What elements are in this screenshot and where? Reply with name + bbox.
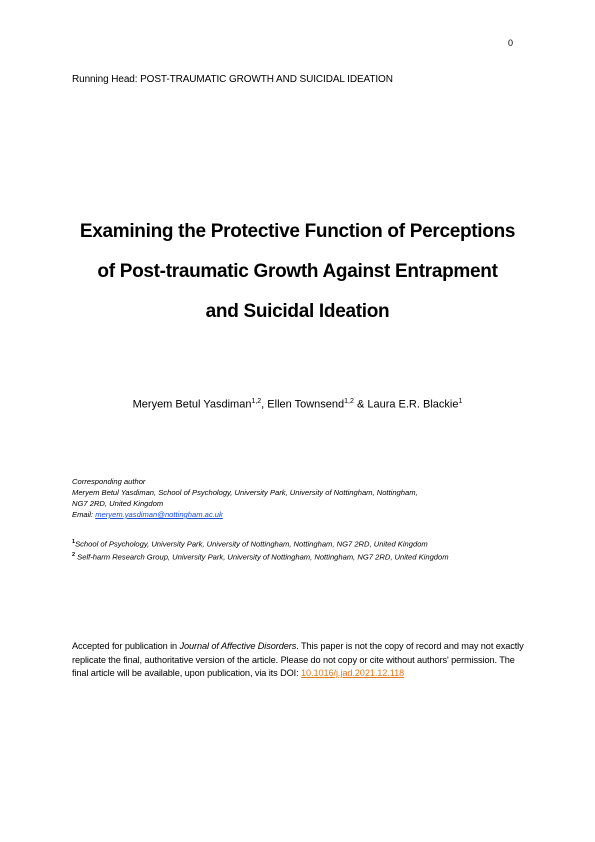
author-affiliation-mark: 1,2 [251, 398, 262, 405]
author-list [40, 398, 555, 411]
affiliation-text: School of Psychology, University Park, University of Nottingham, Nottingham, NG7 2RD, United Kingdom [75, 539, 428, 549]
corresponding-author-address: Meryem Betul Yasdiman, School of Psychology, University Park, University of Nottingham, Nottingham, [72, 488, 418, 497]
corresponding-author-block [72, 476, 532, 520]
title-line-3: and Suicidal Ideation [205, 301, 390, 322]
author-name: Ellen Townsend [267, 398, 345, 411]
corresponding-author-label: Corresponding author [72, 477, 146, 486]
affiliation-2 [72, 550, 532, 563]
author-separator: & [353, 398, 368, 411]
title-line-2: of Post-traumatic Growth Against Entrapment [97, 261, 498, 282]
email-link[interactable]: meryem.yasdiman@nottingham.ac.uk [95, 510, 223, 519]
affiliation-mark: 2 [72, 551, 76, 558]
affiliation-text: Self-harm Research Group, University Park, University of Nottingham, Nottingham, NG7 2RD, United Kingdom [75, 552, 449, 562]
notice-text: Accepted for publication in [72, 641, 180, 651]
author-separator: , [261, 398, 268, 411]
affiliation-1 [72, 537, 532, 550]
email-label: Email: [72, 510, 96, 519]
corresponding-author-email-line [72, 509, 532, 520]
author-affiliation-mark: 1 [458, 398, 463, 405]
author-affiliation-mark: 1,2 [344, 398, 354, 405]
paper-title [40, 212, 555, 332]
author-name: Meryem Betul Yasdiman [132, 398, 252, 411]
page-number: 0 [508, 38, 514, 48]
notice-text: . This paper is not the copy of record and may not exactly replicate the final, authoritative version of the article. Please do not copy or cite without authors' permission. The final article will be available, upon publication, via its DOI: [72, 641, 524, 679]
running-head: Running Head: POST-TRAUMATIC GROWTH AND SUICIDAL IDEATION [72, 74, 393, 85]
title-line-1: Examining the Protective Function of Perceptions [79, 221, 516, 242]
affiliations-block [72, 537, 532, 562]
author-name: Laura E.R. Blackie [367, 398, 459, 411]
publication-notice [72, 640, 532, 681]
doi-link[interactable]: 10.1016/j.jad.2021.12.118 [301, 668, 405, 679]
journal-name: Journal of Affective Disorders [179, 641, 297, 651]
corresponding-author-address-cont: NG7 2RD, United Kingdom [72, 499, 164, 508]
affiliation-mark: 1 [72, 539, 76, 545]
